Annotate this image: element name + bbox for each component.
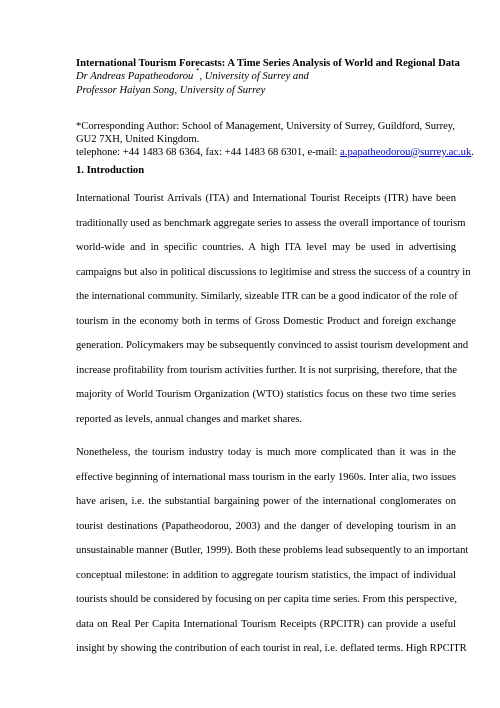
section-heading: 1. Introduction	[76, 165, 145, 176]
author-1-affiliation: , University of Surrey and	[199, 71, 309, 82]
corresponding-line-1: *Corresponding Author: School of Management, University of Surrey, Guildford, Surrey,	[76, 121, 456, 132]
paragraph-line: insight by showing the contribution of each tourist in real, i.e. deflated terms. High RPCITR	[76, 643, 467, 654]
corresponding-line-2: GU2 7XH, United Kingdom.	[76, 133, 200, 145]
paragraph-1	[76, 187, 471, 432]
paragraph-line: conceptual milestone: in addition to aggregate tourism statistics, the impact of individual	[76, 569, 456, 581]
corresponding-line-3	[76, 146, 474, 160]
paragraph-line: have arisen, i.e. the substantial bargaining power of the international conglomerates on	[76, 496, 456, 507]
paragraph-line: increase profitability from tourism activities further. It is not surprising, therefore, that the	[76, 364, 457, 376]
paragraph-line: majority of World Tourism Organization (WTO) statistics focus on these two time series	[76, 389, 456, 400]
paragraph-line: unsustainable manner (Butler, 1999). Both these problems lead subsequently to an important	[76, 545, 469, 556]
paragraph-line: reported as levels, annual changes and market shares.	[76, 413, 303, 425]
author-1-name: Dr Andreas Papatheodorou	[76, 71, 194, 82]
paragraph-line: tourist destinations (Papatheodorou, 2003) and the danger of developing tourism in an	[76, 520, 456, 532]
author-block	[76, 67, 456, 98]
paragraph-line: traditionally used as benchmark aggregate series to assess the overall importance of tourism	[76, 217, 466, 229]
paper-title: International Tourism Forecasts: A Time Series Analysis of World and Regional Data	[76, 58, 460, 69]
paragraph-line: world-wide and in specific countries. A high ITA level may be used in advertising	[76, 242, 456, 253]
contact-end: .	[471, 146, 474, 158]
paragraph-line: effective beginning of international mass tourism in the early 1960s. Inter alia, two issues	[76, 471, 456, 483]
paragraph-line: tourism in the economy both in terms of Gross Domestic Product and foreign exchange	[76, 315, 456, 327]
corresponding-marker: *	[195, 67, 200, 76]
paragraph-line: Nonetheless, the tourism industry today is much more complicated than it was in the	[76, 447, 456, 458]
contact-numbers: telephone: +44 1483 68 6364, fax: +44 1483 68 6301, e-mail:	[76, 146, 341, 158]
email-link[interactable]: a.papatheodorou@surrey.ac.uk	[340, 146, 472, 158]
corresponding-author-info	[76, 121, 474, 159]
paragraph-line: the international community. Similarly, sizeable ITR can be a good indicator of the role of	[76, 291, 458, 302]
paragraph-line: campaigns but also in political discussions to legitimise and stress the success of a country in	[76, 266, 471, 278]
author-line-1	[76, 67, 456, 84]
paragraph-line: tourists should be considered by focusing on per capita time series. From this perspective,	[76, 594, 457, 605]
paragraph-line: generation. Policymakers may be subsequently convinced to assist tourism development and	[76, 340, 469, 351]
author-line-2: Professor Haiyan Song, University of Surrey	[76, 85, 266, 96]
paragraph-line: International Tourist Arrivals (ITA) and International Tourist Receipts (ITR) have been	[76, 193, 456, 204]
paragraph-2	[76, 441, 469, 662]
paragraph-line: data on Real Per Capita International Tourism Receipts (RPCITR) can provide a useful	[76, 618, 456, 630]
